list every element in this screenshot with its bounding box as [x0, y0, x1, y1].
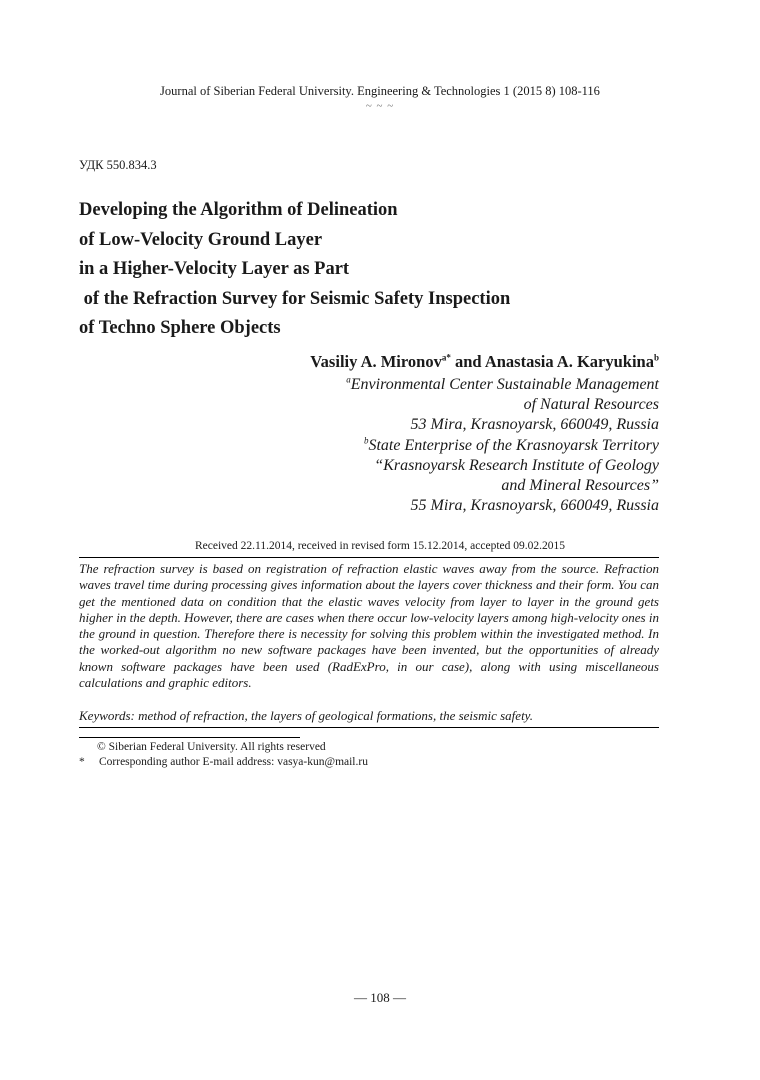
header-ornament: ~ ~ ~	[365, 100, 395, 112]
journal-header: Journal of Siberian Federal University. Engineering & Technologies 1 (2015 8) 108-116	[160, 84, 600, 98]
page-number: ― 108 ―	[354, 990, 406, 1005]
affiliations	[239, 375, 659, 516]
article-title	[79, 196, 679, 344]
title-line: of Low-Velocity Ground Layer	[79, 229, 323, 250]
affiliation-label: b	[363, 435, 369, 446]
author-list	[310, 352, 659, 372]
author-superscript: b	[653, 352, 659, 363]
udk-code: УДК 550.834.3	[79, 158, 157, 172]
received-dates: Received 22.11.2014, received in revised form 15.12.2014, accepted 09.02.2015	[194, 540, 566, 552]
affiliation-line: 53 Mira, Krasnoyarsk, 660049, Russia	[410, 416, 659, 434]
affiliation-line: “Krasnoyarsk Research Institute of Geology	[374, 456, 659, 474]
title-line: Developing the Algorithm of Delineation	[79, 200, 398, 220]
footnote-marker: *	[79, 756, 85, 768]
copyright-footnote: © Siberian Federal University. All rights reserved	[97, 741, 326, 753]
affiliation-label: a	[346, 374, 351, 385]
title-line: of the Refraction Survey for Seismic Safety Inspection	[79, 288, 511, 309]
title-line: of Techno Sphere Objects	[79, 318, 281, 338]
title-line: in a Higher-Velocity Layer as Part	[79, 259, 350, 279]
affiliation-line: 55 Mira, Krasnoyarsk, 660049, Russia	[410, 497, 659, 515]
affiliation-line: of Natural Resources	[523, 396, 659, 414]
abstract-text: The refraction survey is based on registration of refraction elastic waves away from the source. Refraction waves travel time during processing gives information about the layers cover thickness and their form. You can get the mentioned data on condition that the elastic waves velocity from layer to layer in the ground gets higher in the depth. However, there are cases when there occur low-velocity layers among high-velocity ones in the ground in question. Therefore there is necessity for solving this problem within the investigated method. In the worked-out algorithm no new software packages have been invented, but the opportunities of already known software packages have been used (RadExPro, in our case), along with using miscellaneous calculations and graphic editors.	[79, 561, 659, 691]
author-name: Anastasia A. Karyukina	[484, 352, 654, 371]
affiliation-line: $^b$State Enterprise of the Krasnoyarsk Territory	[363, 435, 659, 454]
affiliation-line: and Mineral Resources”	[501, 477, 659, 495]
author-connector: and	[450, 352, 485, 371]
keywords: Keywords: method of refraction, the layers of geological formations, the seismic safety.	[79, 708, 533, 723]
abstract-top-rule	[79, 557, 659, 558]
author-superscript: a*	[441, 352, 451, 363]
corresponding-footnote	[79, 756, 368, 768]
corresponding-author-email: Corresponding author E-mail address: vasya-kun@mail.ru	[99, 756, 368, 768]
affiliation-line: $^a$Environmental Center Sustainable Management	[346, 374, 659, 393]
abstract-bottom-rule	[79, 727, 659, 728]
footnote-rule	[79, 737, 300, 738]
author-name: Vasiliy A. Mironov	[310, 352, 442, 371]
